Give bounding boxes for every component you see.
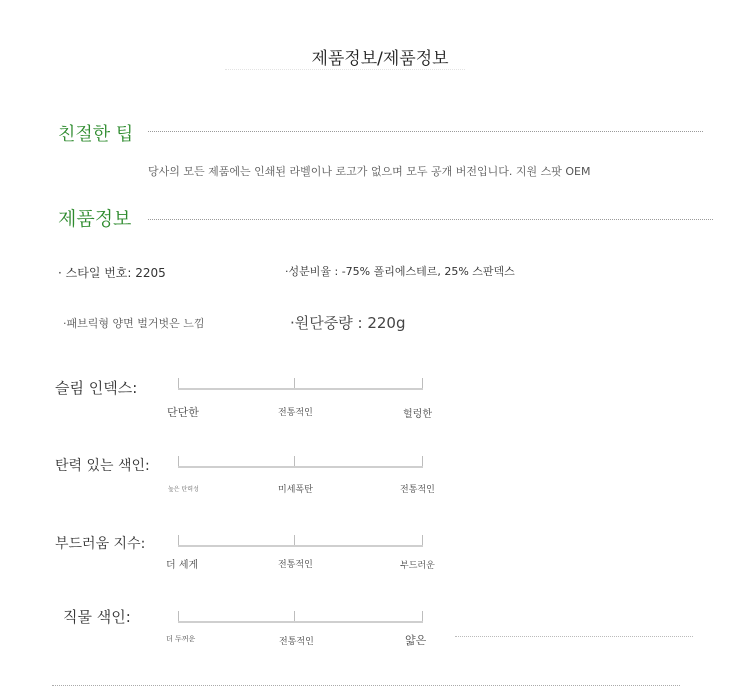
elastic-index-label: 탄력 있는 색인:: [55, 458, 150, 474]
slim-option-2: 전통적인: [278, 408, 313, 418]
bottom-divider: [52, 685, 680, 686]
fabric-option-1: 더 두꺼운: [166, 635, 196, 643]
softness-option-2: 전통적인: [278, 560, 313, 570]
tips-divider: [148, 131, 703, 132]
tips-heading: 친절한 팁: [58, 124, 134, 145]
page-title: 제품정보/제품정보: [311, 49, 449, 69]
fabric-option-2: 전통적인: [279, 637, 314, 647]
tips-text: 당사의 모든 제품에는 인쇄된 라벨이나 로고가 없으며 모두 공개 버전입니다. 지원 스팟 OEM: [148, 165, 591, 178]
softness-index-label: 부드러움 지수:: [55, 536, 146, 552]
fabric-index-trailing-line: [455, 636, 693, 637]
softness-index-scale: [178, 535, 423, 547]
elastic-option-3: 전통적인: [400, 485, 435, 495]
fabric-index-label: 직물 색인:: [63, 608, 131, 626]
style-number: · 스타일 번호: 2205: [58, 266, 166, 280]
slim-index-scale: [178, 378, 423, 390]
slim-index-label: 슬림 인덱스:: [55, 379, 138, 397]
product-info-heading: 제품정보: [58, 208, 132, 230]
elastic-option-1: 높은 탄력성: [168, 486, 199, 493]
product-info-divider: [148, 219, 713, 220]
title-underline: [225, 69, 465, 70]
composition: ·성분비율 : -75% 폴리에스테르, 25% 스판덱스: [285, 265, 515, 278]
elastic-option-2: 미세폭탄: [278, 485, 313, 495]
slim-option-3: 헐렁한: [403, 409, 432, 420]
elastic-index-scale: [178, 456, 423, 468]
slim-option-1: 단단한: [167, 406, 199, 419]
fabric-weight: ·원단중량 : 220g: [290, 314, 406, 332]
softness-option-1: 더 세게: [166, 560, 199, 571]
fabric-option-3: 얇은: [405, 634, 427, 647]
softness-option-3: 부드러운: [400, 561, 435, 571]
fabric-index-scale: [178, 611, 423, 623]
fabric-note: ·패브릭형 양면 벌거벗은 느낌: [63, 317, 205, 330]
